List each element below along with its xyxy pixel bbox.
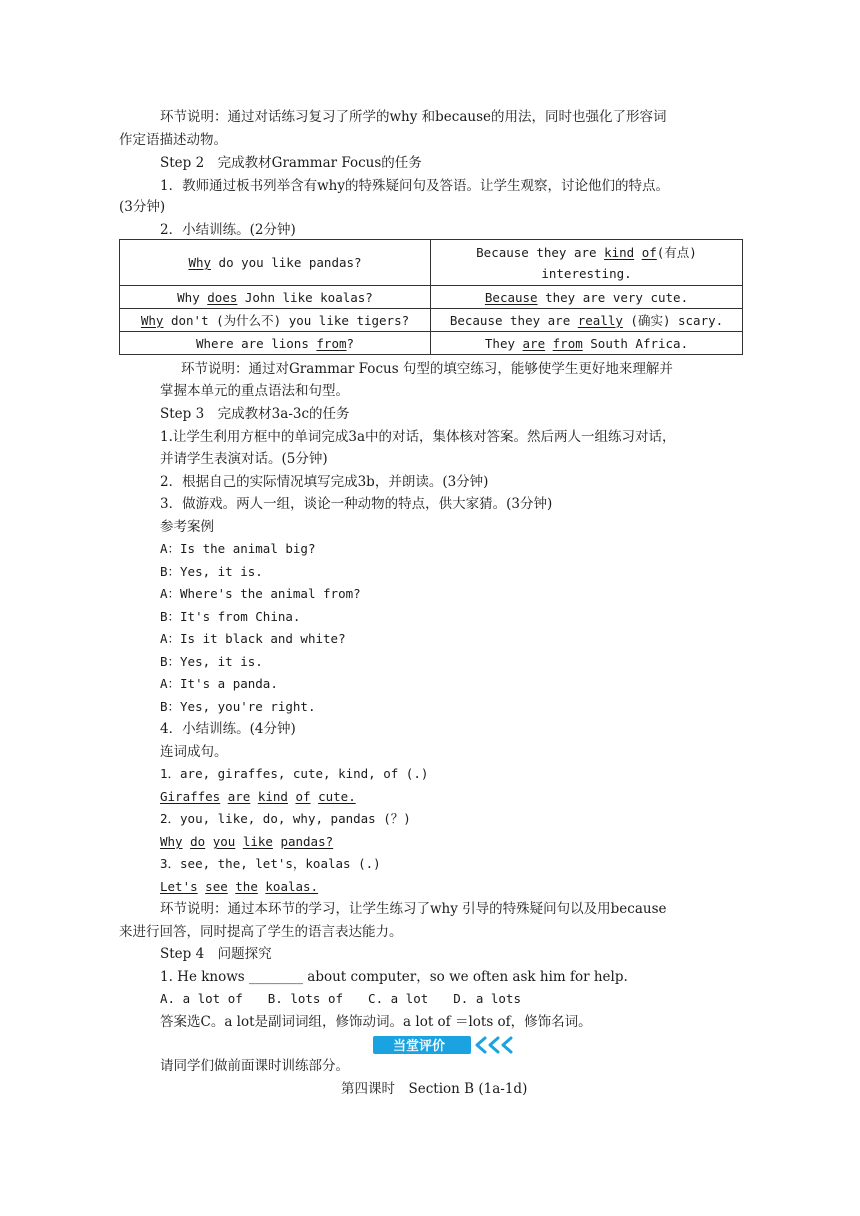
answer-word: see [205,879,228,894]
step-3-item-1-line-1: 1.让学生利用方框中的单词完成3a中的对话，集体核对答案。然后两人一组练习对话， [160,429,676,445]
dialogue-line: B：Yes, it is. [160,654,263,669]
dialogue-line: B：It's from China. [160,609,301,624]
table-row [120,240,743,286]
table-cell-question: Why don't (为什么不) you like tigers? [120,309,431,332]
step-3-item-3: 3．做游戏。两人一组，谈论一种动物的特点，供大家猜。(3分钟) [160,496,553,512]
step-3-item-4: 4．小结训练。(4分钟) [160,721,296,737]
note-1-line-1: 环节说明：通过对话练习复习了所学的why 和because的用法，同时也强化了形容词 [160,109,667,125]
answer-word: you [212,834,236,849]
table-row [120,286,743,309]
class-evaluation-banner [371,1035,521,1055]
answer-word: cute. [318,789,356,804]
banner-label: 当堂评价 [392,1039,446,1054]
table-cell-question: Why does John like koalas? [120,286,431,309]
chevron-left-icon [477,1038,511,1052]
step-3-title: Step 3 完成教材3a-3c的任务 [160,406,350,422]
step-4-question: 1. He knows ________ about computer，so we often ask him for help. [160,969,628,985]
dialogue-line: B：Yes, it is. [160,564,263,579]
note-2-line-1: 环节说明：通过对Grammar Focus 句型的填空练习，能够使学生更好地来理解并 [181,361,673,377]
reorder-answer-2 [160,833,333,851]
reorder-answer-1 [160,788,356,806]
table-row [120,309,743,332]
table-cell-answer: Because they are very cute. [431,286,743,309]
answer-word: koalas. [265,879,319,894]
step-2-title: Step 2 完成教材Grammar Focus的任务 [160,155,422,171]
reorder-question-2: 2．you, like, do, why, pandas (？) [160,811,411,826]
dialogue-line: B：Yes, you're right. [160,699,316,714]
table-row [120,332,743,355]
table-cell-answer: They are from South Africa. [431,332,743,355]
note-1-line-2: 作定语描述动物。 [119,132,227,148]
grammar-focus-table [119,239,743,355]
answer-word: like [242,834,273,849]
step-3-item-2: 2．根据自己的实际情况填写完成3b，并朗读。(3分钟) [160,474,489,490]
answer-word: Why [160,834,183,849]
answer-word: are [227,789,251,804]
step-4-options: A. a lot of B. lots of C. a lot D. a lots [160,991,521,1006]
note-3-line-2: 来进行回答，同时提高了学生的语言表达能力。 [119,924,403,940]
step-2-item-1-line-2: (3分钟) [119,199,166,215]
answer-word: of [295,789,311,804]
reorder-heading: 连词成句。 [160,744,228,760]
answer-word: the [235,879,258,894]
answer-word: Giraffes [160,789,221,804]
reorder-question-1: 1．are, giraffes, cute, kind, of (.) [160,766,429,781]
step-2-item-1-line-1: 1．教师通过板书列举含有why的特殊疑问句及答语。让学生观察，讨论他们的特点。 [160,178,669,194]
example-heading: 参考案例 [160,519,214,535]
note-3-line-1: 环节说明：通过本环节的学习，让学生练习了why 引导的特殊疑问句以及用because [160,901,667,917]
step-4-answer: 答案选C。a lot是副词词组，修饰动词。a lot of ＝lots of，修饰名词。 [160,1014,592,1030]
note-2-line-2: 掌握本单元的重点语法和句型。 [160,383,349,399]
dialogue-line: A：Is the animal big? [160,541,316,556]
closing-instruction: 请同学们做前面课时训练部分。 [160,1058,349,1074]
step-3-item-1-line-2: 并请学生表演对话。(5分钟) [160,451,328,467]
next-lesson-heading: 第四课时 Section B (1a-1d) [341,1081,528,1097]
table-cell-answer: Because they are really (确实) scary. [431,309,743,332]
table-cell-question: Why do you like pandas? [120,240,431,286]
dialogue-line: A：It's a panda. [160,676,278,691]
dialogue-line: A：Where's the animal from? [160,586,361,601]
answer-word: pandas? [280,834,334,849]
step-4-title: Step 4 问题探究 [160,946,272,962]
dialogue-line: A：Is it black and white? [160,631,346,646]
table-cell-answer: Because they are kind of(有点) interesting. [431,240,743,286]
answer-word: Let's [160,879,198,894]
reorder-question-3: 3．see, the, let's，koalas (.) [160,856,381,871]
reorder-answer-3 [160,878,318,896]
table-cell-question: Where are lions from? [120,332,431,355]
step-2-item-2: 2．小结训练。(2分钟) [160,222,296,238]
answer-word: kind [257,789,288,804]
answer-word: do [190,834,206,849]
